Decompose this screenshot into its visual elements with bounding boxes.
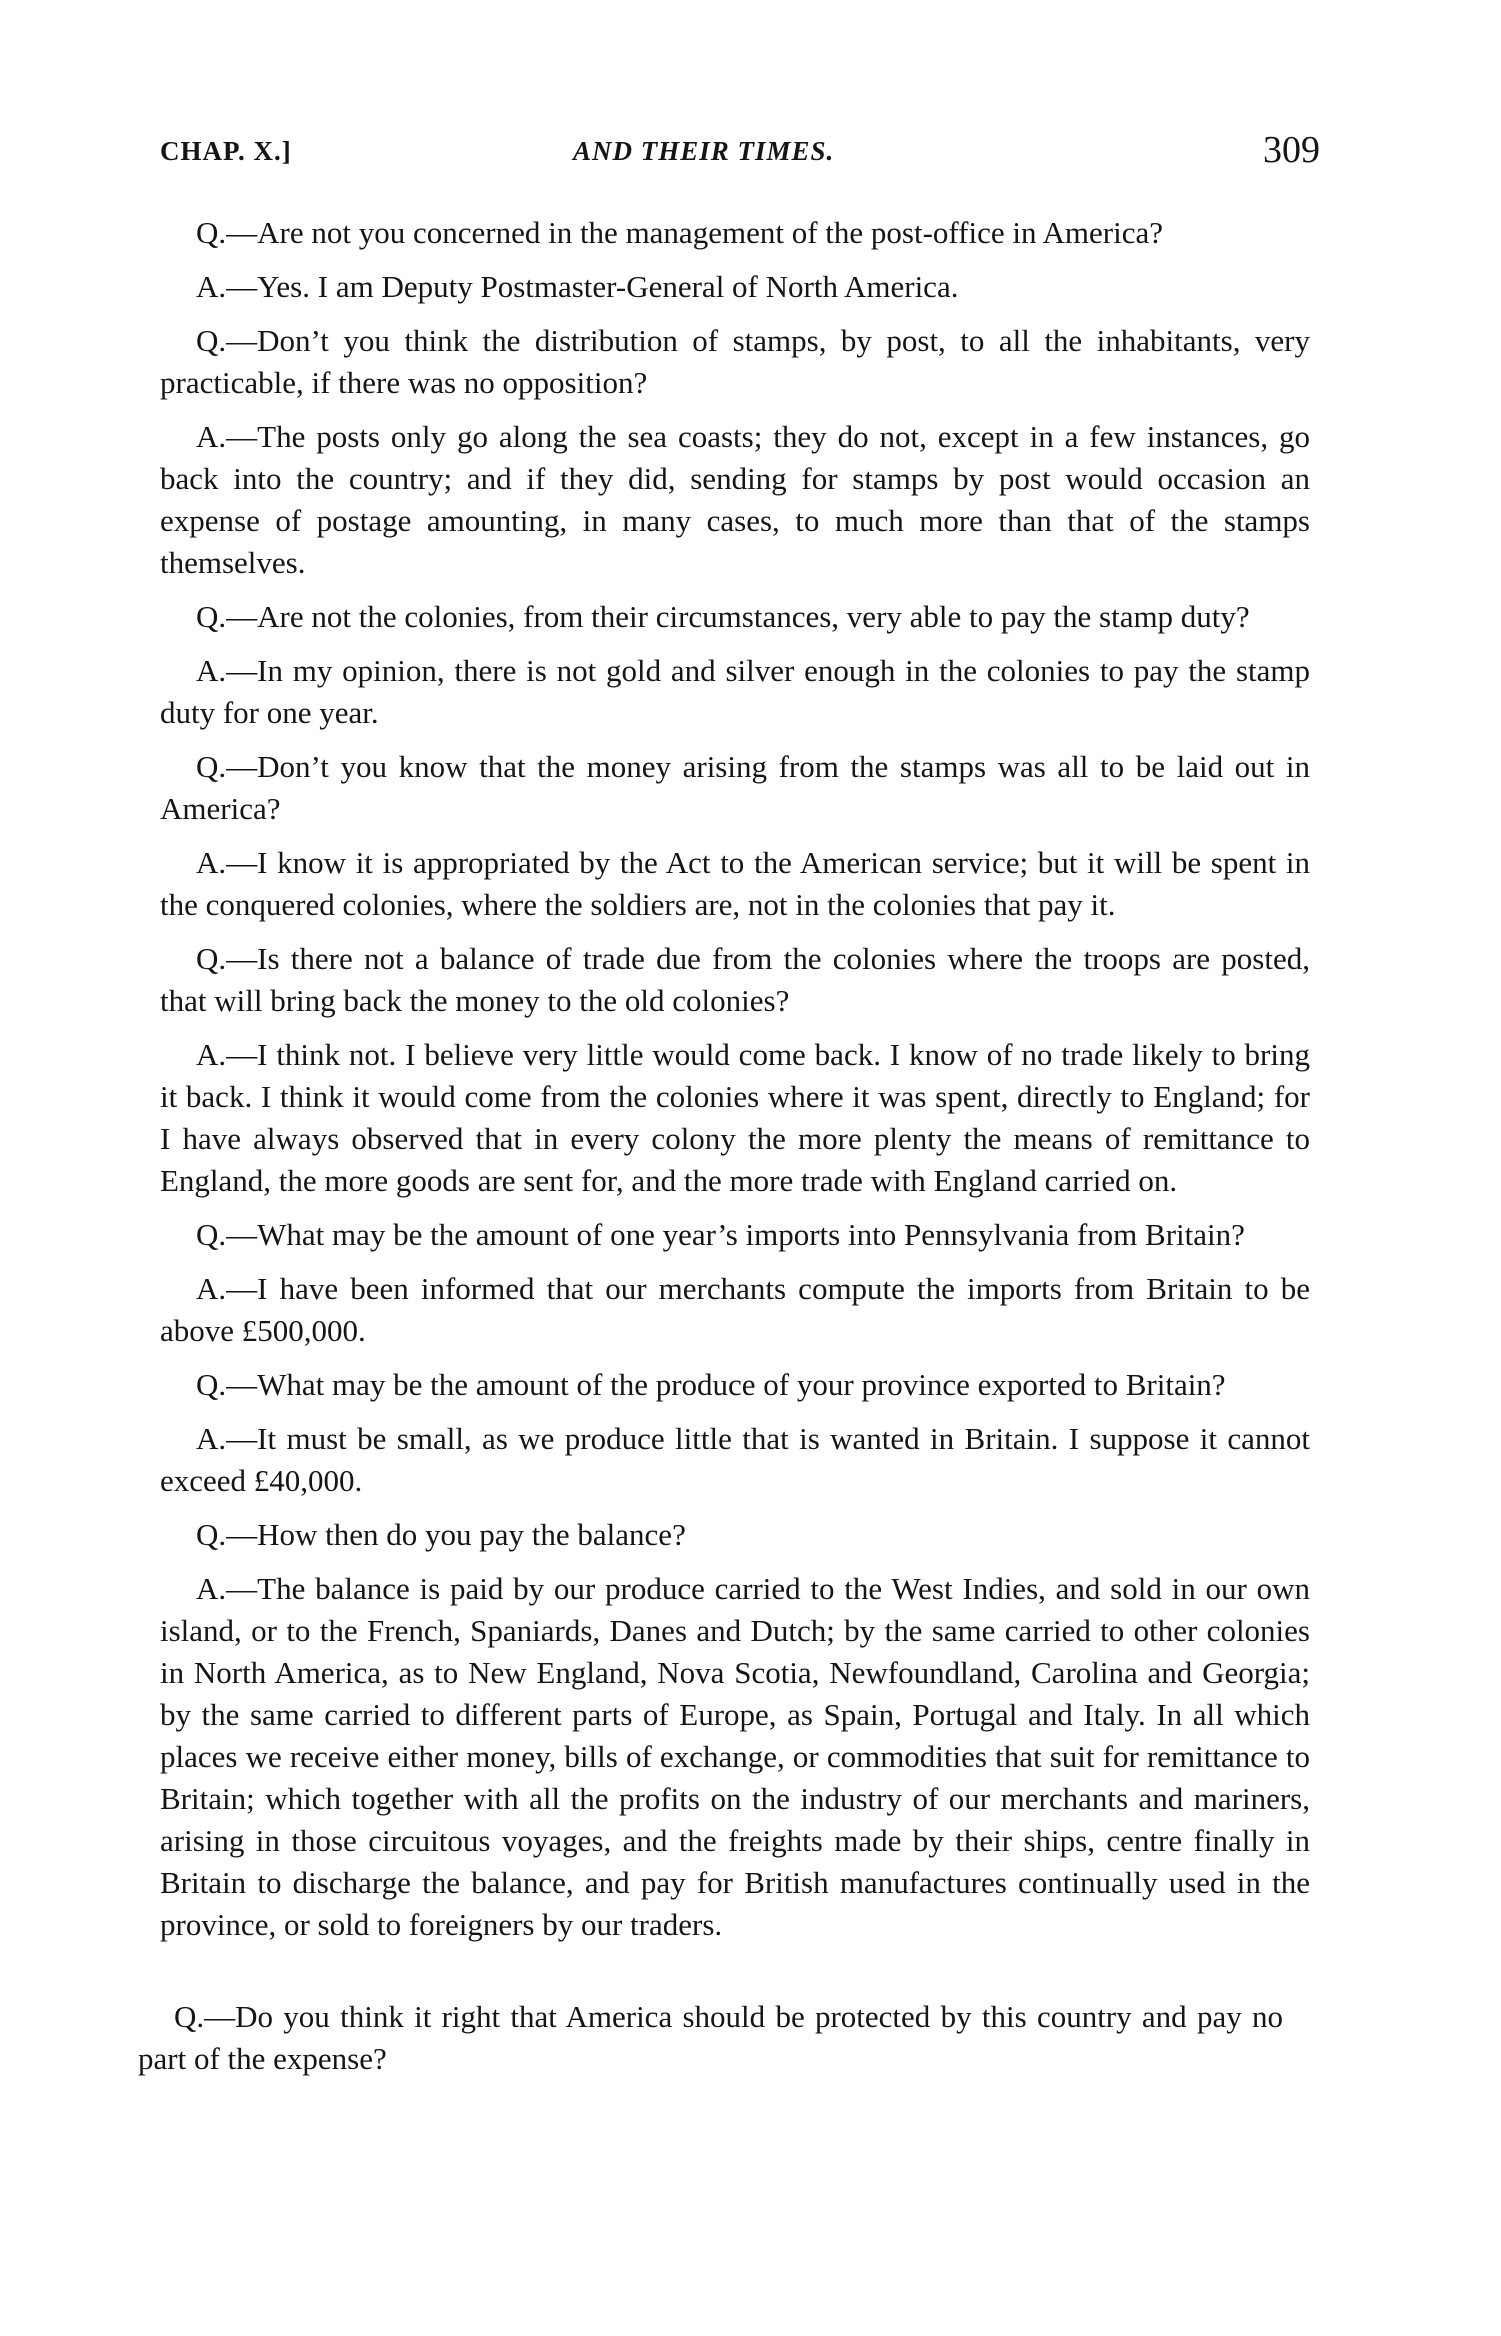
paragraph: Q.—Are not the colonies, from their circumstances, very able to pay the stamp duty? <box>196 599 1250 634</box>
paragraph: Q.—Don’t you think the distribution of stamps, by post, to all the inhabitants, very practicable, if there was no opposition? <box>160 323 1310 400</box>
paragraph: A.—I have been informed that our merchants compute the imports from Britain to be above £500,000. <box>160 1271 1310 1348</box>
running-head <box>160 128 1320 172</box>
paragraph: A.—Yes. I am Deputy Postmaster-General of North America. <box>196 269 959 304</box>
paragraph: Q.—What may be the amount of the produce of your province exported to Britain? <box>196 1367 1226 1402</box>
paragraph: A.—The balance is paid by our produce carried to the West Indies, and sold in our own island, or to the French, Spaniards, Danes and Dutch; by the same carried to other colonies in North America, as to New England, Nova Scotia, Newfoundland, Carolina and Georgia; by the same carried to different parts of Europe, as Spain, Portugal and Italy. In all which places we receive either money, bills of exchange, or commodities that suit for remittance to Britain; which together with all the profits on the industry of our merchants and mariners, arising in those circuitous voyages, and the freights made by their ships, centre finally in Britain to discharge the balance, and pay for British manufactures continually used in the province, or sold to foreigners by our traders. <box>160 1571 1310 1942</box>
paragraph: A.—In my opinion, there is not gold and silver enough in the colonies to pay the stamp duty for one year. <box>160 653 1310 730</box>
paragraph: A.—The posts only go along the sea coasts; they do not, except in a few instances, go back into the country; and if they did, sending for stamps by post would occasion an expense of postage amounting, in many cases, to much more than that of the stamps themselves. <box>160 419 1310 580</box>
chapter-label: CHAP. X.] <box>160 136 292 166</box>
paragraph: Q.—How then do you pay the balance? <box>196 1517 686 1552</box>
running-title: AND THEIR TIMES. <box>573 136 835 166</box>
final-paragraph: Q.—Do you think it right that America should be protected by this country and pay no part of the expense? <box>138 1999 1283 2076</box>
paragraph: Q.—Is there not a balance of trade due from the colonies where the troops are posted, that will bring back the money to the old colonies? <box>160 941 1310 1018</box>
paragraph: Q.—Don’t you know that the money arising from the stamps was all to be laid out in America? <box>160 749 1310 826</box>
paragraph: A.—I think not. I believe very little would come back. I know of no trade likely to bring it back. I think it would come from the colonies where it was spent, directly to England; for I have always observed that in every colony the more plenty the means of remittance to England, the more goods are sent for, and the more trade with England carried on. <box>160 1037 1310 1198</box>
page-number: 309 <box>1263 129 1320 171</box>
paragraph: Q.—Are not you concerned in the management of the post-office in America? <box>196 215 1163 250</box>
paragraph: Q.—What may be the amount of one year’s imports into Pennsylvania from Britain? <box>196 1217 1245 1252</box>
paragraph: A.—I know it is appropriated by the Act to the American service; but it will be spent in the conquered colonies, where the soldiers are, not in the colonies that pay it. <box>160 845 1310 922</box>
paragraph: A.—It must be small, as we produce little that is wanted in Britain. I suppose it cannot exceed £40,000. <box>160 1421 1310 1498</box>
final-question-block <box>138 1996 1283 2080</box>
body-text <box>160 212 1310 1958</box>
